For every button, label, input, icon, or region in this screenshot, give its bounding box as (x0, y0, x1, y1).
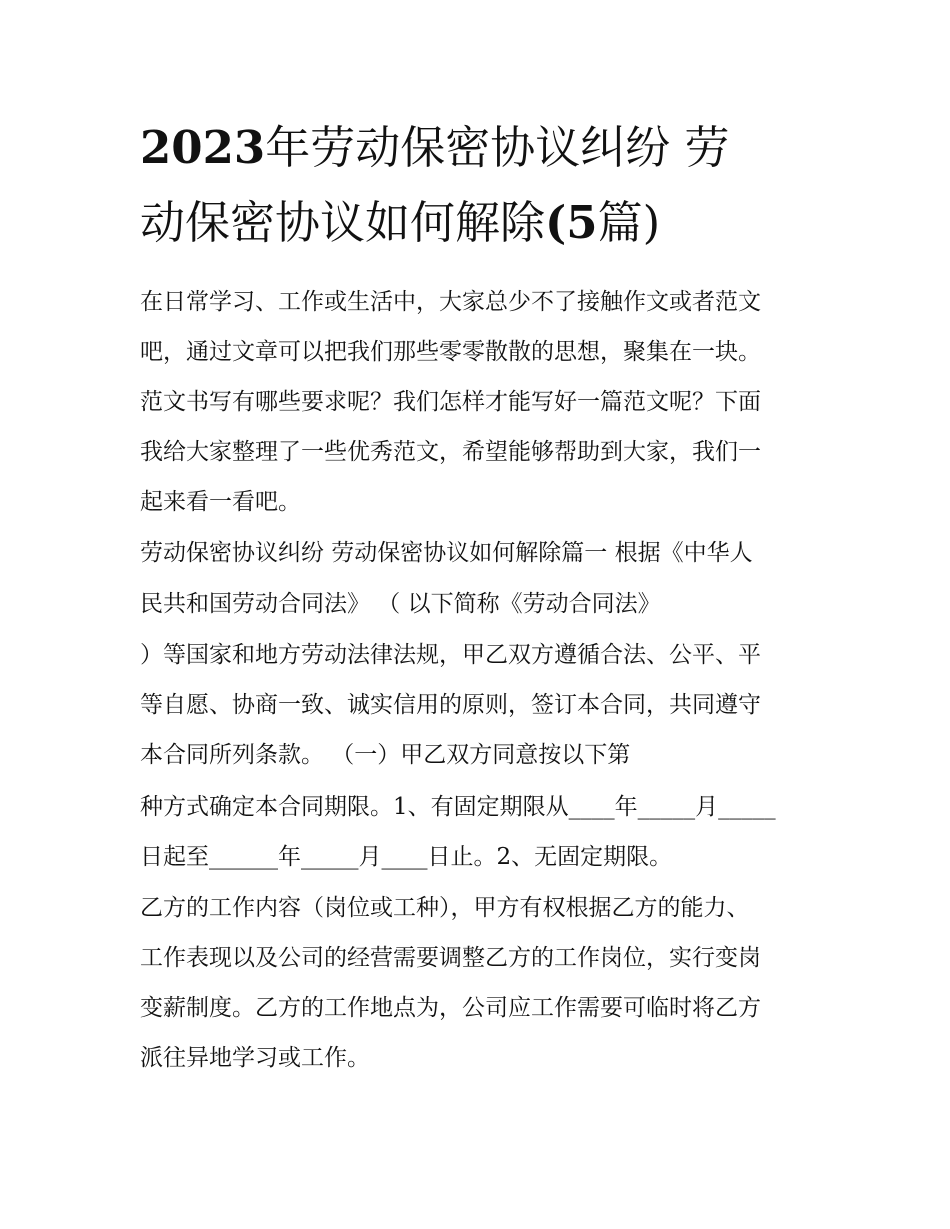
body-line-15: 变薪制度。乙方的工作地点为，公司应工作需要可临时将乙方 (140, 995, 761, 1021)
body-line-2: 吧，通过文章可以把我们那些零零散散的思想，聚集在一块。 (140, 339, 761, 365)
body-line-6: 劳动保密协议纠纷 劳动保密协议如何解除篇一 根据《中华人 (140, 540, 753, 566)
body-line-7: 民共和国劳动合同法》 （ 以下简称《劳动合同法》 (140, 591, 661, 617)
title-year: 2023 (140, 121, 266, 174)
body-line-9: 等自愿、协商一致、诚实信用的原则，签订本合同，共同遵守 (140, 692, 761, 718)
body-line-8: ）等国家和地方劳动法律法规，甲乙双方遵循合法、公平、平 (140, 642, 761, 668)
title-count: (5 (545, 196, 598, 249)
body-line-12: 日起至______年_____月____日止。2、无固定期限。 (140, 844, 673, 870)
body-line-11: 种方式确定本合同期限。1、有固定期限从____年_____月_____ (140, 794, 776, 820)
document-title (140, 110, 820, 260)
body-line-3: 范文书写有哪些要求呢？我们怎样才能写好一篇范文呢？下面 (140, 389, 761, 415)
body-line-16: 派往异地学习或工作。 (140, 1045, 370, 1071)
body-line-4: 我给大家整理了一些优秀范文，希望能够帮助到大家，我们一 (140, 439, 761, 465)
body-line-13: 乙方的工作内容（岗位或工种），甲方有权根据乙方的能力、 (140, 895, 750, 921)
body-line-5: 起来看一看吧。 (140, 489, 301, 515)
title-line2-text: 动保密协议如何解除 (140, 196, 546, 249)
title-line2-end: 篇) (597, 196, 661, 249)
body-line-10: 本合同所列条款。 （一）甲乙双方同意按以下第 (140, 742, 631, 768)
body-line-14: 工作表现以及公司的经营需要调整乙方的工作岗位，实行变岗 (140, 945, 761, 971)
title-line1-text: 年劳动保密协议纠纷 劳 (265, 121, 730, 174)
body-line-1: 在日常学习、工作或生活中，大家总少不了接触作文或者范文 (140, 289, 761, 315)
